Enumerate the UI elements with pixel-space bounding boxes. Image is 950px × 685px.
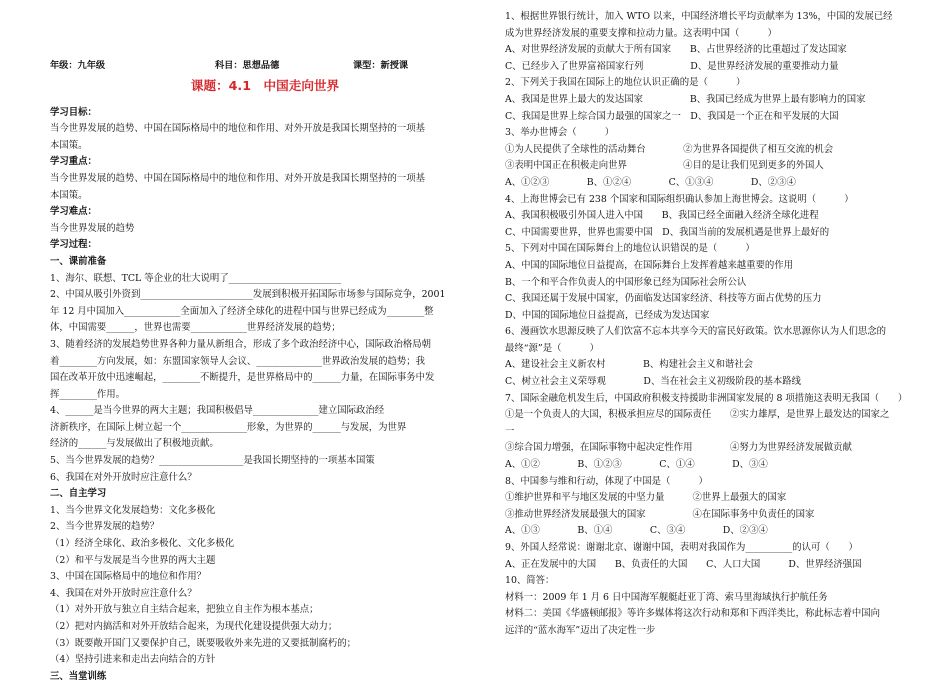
left-line: 1、海尔、联想、TCL 等企业的壮大说明了________________________ xyxy=(50,272,342,284)
right-line: B、一个和平合作负责人的中国形象已经为国际社会所公认 xyxy=(505,276,747,288)
right-line: A、我国积极吸引外国人进入中国 B、我国已经全面融入经济全球化进程 xyxy=(505,210,819,222)
right-line: 远洋的“蓝水海军”迈出了决定性一步 xyxy=(505,624,656,636)
left-heading: 学习目标： xyxy=(50,106,97,118)
left-line: 2、中国从吸引外资到________________________发展到积极开拓国际市场参与国际竞争，2001 xyxy=(50,289,446,301)
left-line: （2）把对内搞活和对外开放结合起来，为现代化建设提供强大动力； xyxy=(50,621,338,632)
right-line: 4、上海世博会已有 238 个国家和国际组织确认参加上海世博会。这说明（ ） xyxy=(505,193,854,205)
left-line: 5、当今世界发展的趋势？__________________是我国长期坚持的一项基本国策 xyxy=(50,455,375,467)
left-heading: 二、自主学习 xyxy=(50,488,107,500)
right-line: ①是一个负责人的大国，积极承担应尽的国际责任 ②实力雄厚，是世界上最发达的国家之 xyxy=(505,409,890,421)
grade-label: 年级：九年级 xyxy=(50,60,106,71)
right-line: A、①③ B、①④ C、③④ D、②③④ xyxy=(505,525,768,537)
left-column xyxy=(50,58,460,685)
left-line: （4）坚持引进来和走出去向结合的方针 xyxy=(50,654,216,666)
right-line: 成为世界经济发展的重要支撑和拉动力量。这表明中国（ ） xyxy=(505,27,777,39)
left-line: 4、______是当今世界的两大主题；我国积极倡导______________建立国际政治经 xyxy=(50,405,385,417)
right-line: ①为人民提供了全球性的活动舞台 ②为世界各国提供了相互交流的机会 xyxy=(505,143,834,155)
right-line: A、我国是世界上最大的发达国家 B、我国已经成为世界上最有影响力的国家 xyxy=(505,93,866,105)
right-line: A、①② B、①②③ C、①④ D、③④ xyxy=(505,459,768,471)
right-line: ③推动世界经济发展最强大的国家 ④在国际事务中负责任的国家 xyxy=(505,508,815,520)
left-line: 当今世界发展的趋势、中国在国际格局中的地位和作用、对外开放是我国长期坚持的一项基 xyxy=(50,123,426,135)
left-line: 1、当今世界文化发展趋势：文化多极化 xyxy=(50,504,216,516)
left-line: 本国策。 xyxy=(50,189,88,201)
left-line: （1）经济全球化、政治多极化、文化多极化 xyxy=(50,538,235,550)
right-line: A、建设社会主义新农村 B、构建社会主义和谐社会 xyxy=(505,359,754,371)
right-line: 材料一：2009 年 1 月 6 日中国海军舰艇赶亚丁湾、索马里海域执行护航任务 xyxy=(505,591,828,603)
document-title: 课题：4.1 中国走向世界 xyxy=(190,78,340,93)
right-line: A、正在发展中的大国 B、负责任的大国 C、人口大国 D、世界经济强国 xyxy=(505,558,862,570)
left-line: 当今世界发展的趋势、中国在国际格局中的地位和作用、对外开放是我国长期坚持的一项基 xyxy=(50,172,426,184)
left-heading: 学习难点： xyxy=(50,206,97,218)
right-line: ①维护世界和平与地区发展的中坚力量 ②世界上最强大的国家 xyxy=(505,492,787,504)
right-line: 2、下列关于我国在国际上的地位认识正确的是（ ） xyxy=(505,77,746,89)
right-line: 7、国际金融危机发生后，中国政府积极支持援助非洲国家发展的 8 项措施这表明无我国（ ） xyxy=(505,392,908,404)
left-line: （3）既要敞开国门又要保护自己，既要吸收外来先进的又要抵制腐朽的； xyxy=(50,637,356,649)
left-heading: 一、课前准备 xyxy=(50,255,107,267)
left-line: 本国策。 xyxy=(50,139,88,151)
left-line: （2）和平与发展是当今世界的两大主题 xyxy=(50,554,216,566)
right-line: 最终“源”是（ ） xyxy=(505,342,599,354)
right-line: ③表明中国正在积极走向世界 ④目的是让我们见到更多的外国人 xyxy=(505,160,824,172)
right-line: ③综合国力增强，在国际事物中起决定性作用 ④努力为世界经济发展做贡献 xyxy=(505,442,852,454)
right-line: D、中国的国际地位日益提高，已经成为发达国家 xyxy=(505,309,710,321)
right-line: A、①②③ B、①②④ C、①③④ D、②③④ xyxy=(505,176,796,188)
right-line: 3、举办世博会（ ） xyxy=(505,127,615,139)
left-line: 2、当今世界发展的趋势？ xyxy=(50,521,160,533)
right-column xyxy=(505,9,908,640)
right-line: 材料二：美国《华盛顿邮报》等许多媒体将这次行动和郑和下西洋类比，称此标志着中国向 xyxy=(505,608,881,620)
left-line: 着________方向发展，如：东盟国家领导人会议、______________世界政治发展的趋势；我 xyxy=(50,355,426,367)
subject-label: 科目：思想品德 xyxy=(215,60,280,71)
left-line: 国在改革开放中迅速崛起，________不断提升，是世界格局中的______力量，在国际事务中发 xyxy=(50,372,435,384)
left-line: 4、我国在对外开放时应注意什么？ xyxy=(50,587,197,599)
left-heading: 三、当堂训练 xyxy=(50,670,107,682)
right-line: 8、中国参与维和行动，体现了中国是（ ） xyxy=(505,475,708,487)
lesson-type-label: 课型：新授课 xyxy=(353,60,409,71)
right-line: C、已经步入了世界富裕国家行列 D、是世界经济发展的重要推动力量 xyxy=(505,60,839,72)
left-heading: 学习重点： xyxy=(50,156,97,168)
left-line: 体，中国需要______，世界也需要____________世界经济发展的趋势； xyxy=(50,322,341,334)
right-line: A、对世界经济发展的贡献大于所有国家 B、占世界经济的比重超过了发达国家 xyxy=(505,44,847,56)
right-line: 10、简答： xyxy=(505,575,555,587)
left-line: 济新秩序，在国际上树立起一个______________形象，为世界的______与发展，为世界 xyxy=(50,421,407,433)
left-line: 经济的______与发展做出了积极地贡献。 xyxy=(50,438,219,450)
left-line: （1）对外开放与独立自主结合起来，把独立自主作为根本基点； xyxy=(50,604,319,616)
right-line: C、中国需要世界，世界也需要中国 D、我国当前的发展机遇是世界上最好的 xyxy=(505,226,830,238)
right-body xyxy=(505,9,908,640)
right-line: C、我国还属于发展中国家，仍面临发达国家经济、科技等方面占优势的压力 xyxy=(505,293,822,305)
document-header xyxy=(50,58,460,74)
left-body xyxy=(50,105,460,685)
left-line: 挥________作用。 xyxy=(50,388,126,400)
left-line: 3、随着经济的发展趋势世界各种力量从新组合，形成了多个政治经济中心，国际政治格局朝 xyxy=(50,338,431,350)
left-heading: 学习过程： xyxy=(50,239,97,251)
left-line: 当今世界发展的趋势 xyxy=(50,222,135,234)
right-line: C、树立社会主义荣辱观 D、当在社会主义初级阶段的基本路线 xyxy=(505,376,801,388)
right-line: C、我国是世界上综合国力最强的国家之一 D、我国是一个正在和平发展的大国 xyxy=(505,110,839,122)
right-line: 9、外国人经常说：谢谢北京、谢谢中国，表明对我国作为__________的认可（ ） xyxy=(505,542,858,553)
right-line: 5、下列对中国在国际舞台上的地位认识错误的是（ ） xyxy=(505,243,755,255)
right-line: 一 xyxy=(505,425,515,437)
left-line: 年 12 月中国加入____________全面加入了经济全球化的进程中国与世界已经成为________整 xyxy=(50,305,434,317)
left-line: 3、中国在国际格局中的地位和作用？ xyxy=(50,571,206,583)
left-line: 6、我国在对外开放时应注意什么？ xyxy=(50,471,197,483)
right-line: 6、漫画饮水思源反映了人们饮富不忘本共享今天的富民好政策。饮水思源你认为人们思念的 xyxy=(505,326,886,338)
right-line: 1、根据世界银行统计，加入 WTO 以来，中国经济增长平均贡献率为 13%，中国的发展已经 xyxy=(505,11,893,22)
right-line: A、中国的国际地位日益提高，在国际舞台上发挥着越来越重要的作用 xyxy=(505,259,794,271)
